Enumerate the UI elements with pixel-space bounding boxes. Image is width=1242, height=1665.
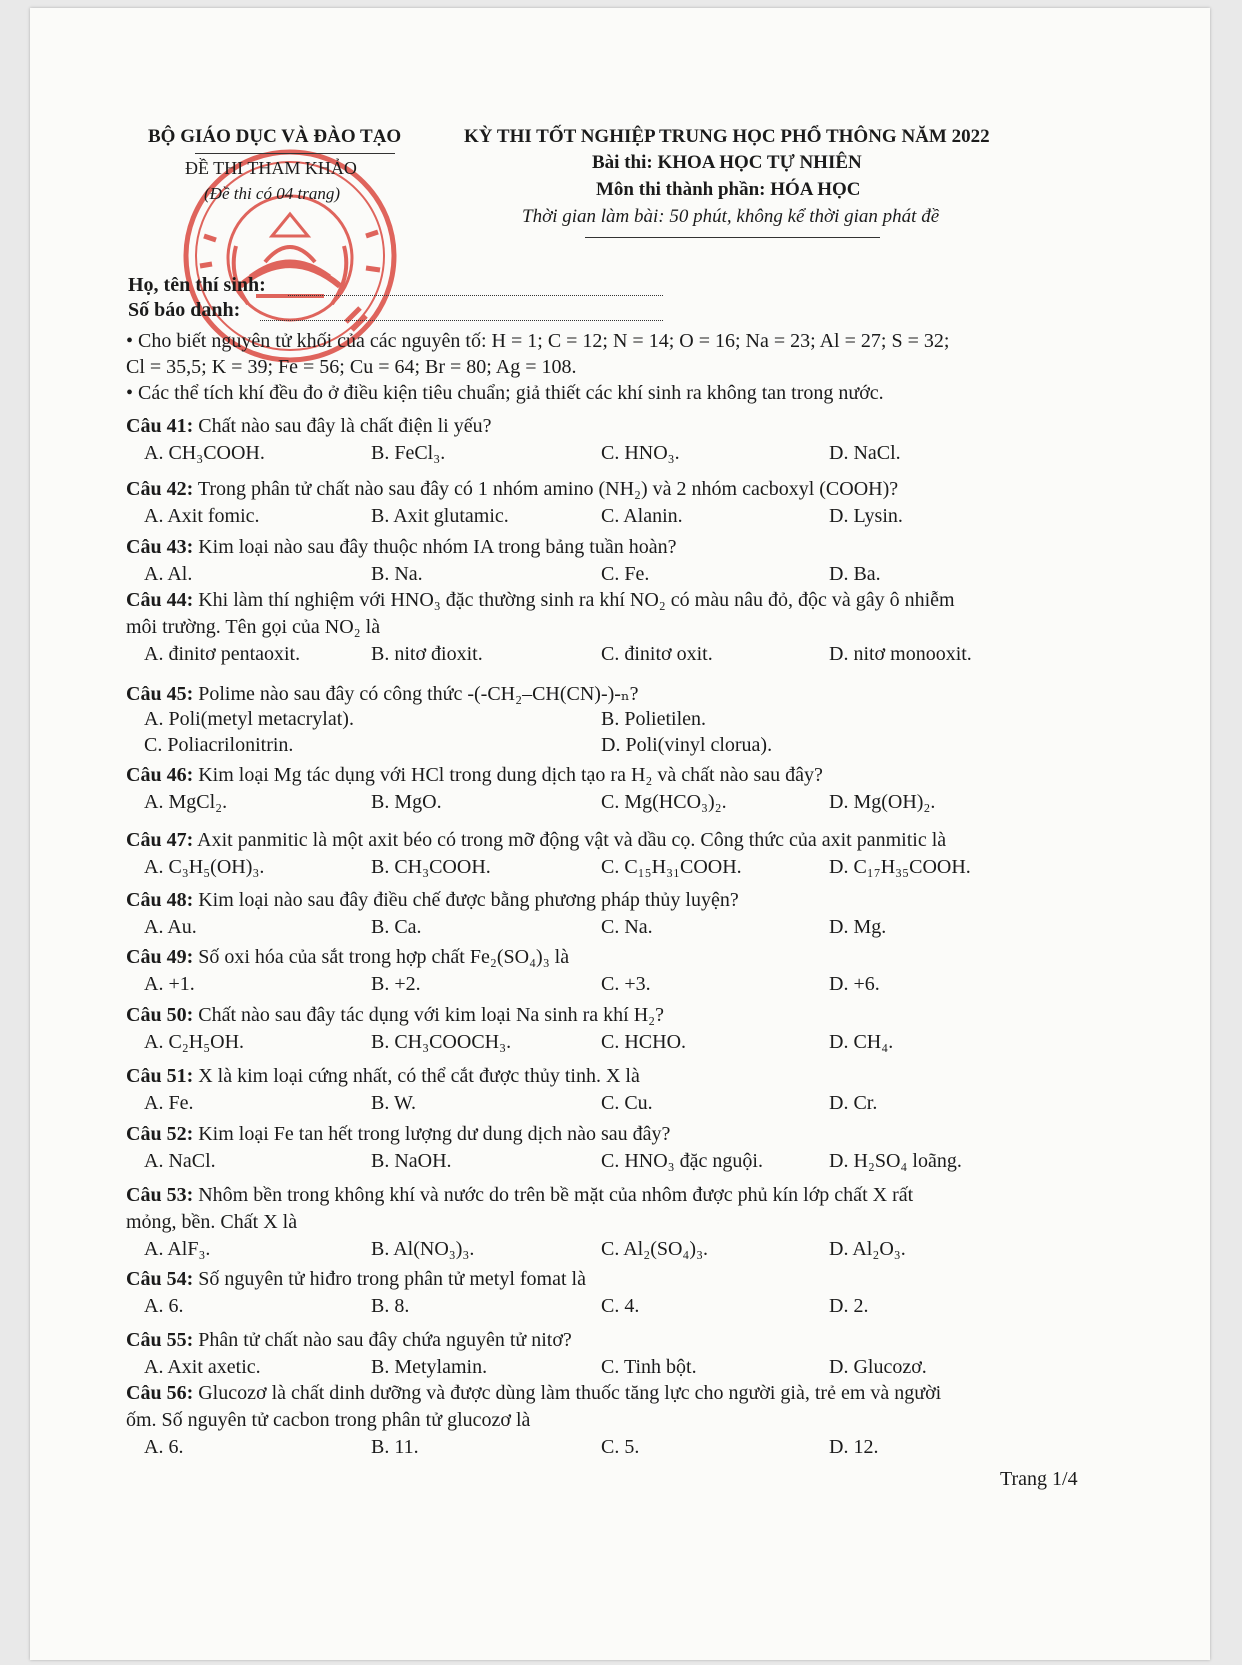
candidate-name-line bbox=[288, 295, 663, 296]
answer-option-b[interactable]: B. W. bbox=[371, 1092, 417, 1114]
answer-option-b[interactable]: B. 8. bbox=[371, 1295, 410, 1317]
candidate-name-label: Họ, tên thí sinh: bbox=[128, 274, 266, 296]
answer-option-b[interactable]: B. MgO. bbox=[371, 791, 442, 813]
question-number: Câu 52: bbox=[126, 1123, 194, 1145]
question-stem bbox=[126, 1004, 664, 1027]
answer-option-c[interactable]: C. +3. bbox=[601, 973, 651, 995]
question-number: Câu 51: bbox=[126, 1065, 194, 1087]
answer-option-d[interactable]: D. Lysin. bbox=[829, 505, 903, 527]
question-text: Kim loại Mg tác dụng với HCl trong dung dịch tạo ra H₂ và chất nào sau đây? bbox=[198, 764, 823, 786]
answer-option-a[interactable]: A. Axit axetic. bbox=[144, 1356, 261, 1378]
ministry-name: BỘ GIÁO DỤC VÀ ĐÀO TẠO bbox=[148, 126, 402, 147]
question-stem bbox=[126, 589, 955, 612]
answer-option-c[interactable]: C. Mg(HCO₃)₂. bbox=[601, 791, 727, 813]
question-text: X là kim loại cứng nhất, có thể cắt được thủy tinh. X là bbox=[198, 1065, 640, 1087]
answer-option-a[interactable]: A. 6. bbox=[144, 1436, 184, 1458]
question-number: Câu 55: bbox=[126, 1329, 194, 1351]
answer-option-d[interactable]: D. Glucozơ. bbox=[829, 1356, 927, 1378]
answer-option-c[interactable]: C. 5. bbox=[601, 1436, 640, 1458]
question-stem bbox=[126, 946, 569, 969]
answer-option-c[interactable]: C. Fe. bbox=[601, 563, 650, 585]
question-stem bbox=[126, 829, 946, 852]
subject-group: Bài thi: KHOA HỌC TỰ NHIÊN bbox=[592, 152, 862, 173]
answer-option-a[interactable]: A. Al. bbox=[144, 563, 193, 585]
question-text: Kim loại nào sau đây thuộc nhóm IA trong bảng tuần hoàn? bbox=[198, 536, 677, 558]
question-text: Chất nào sau đây tác dụng với kim loại Na sinh ra khí H₂? bbox=[198, 1004, 665, 1026]
answer-option-c[interactable]: C. Tinh bột. bbox=[601, 1356, 697, 1378]
answer-option-d[interactable]: D. Mg(OH)₂. bbox=[829, 791, 936, 813]
question-number: Câu 48: bbox=[126, 889, 194, 911]
question-number: Câu 43: bbox=[126, 536, 194, 558]
question-stem bbox=[126, 889, 739, 912]
answer-option-d[interactable]: D. +6. bbox=[829, 973, 880, 995]
answer-option-a[interactable]: A. Poli(metyl metacrylat). bbox=[144, 708, 354, 730]
question-text: Kim loại Fe tan hết trong lượng dư dung dịch nào sau đây? bbox=[198, 1123, 671, 1145]
candidate-id-label: Số báo danh: bbox=[128, 299, 241, 321]
answer-option-b[interactable]: B. Na. bbox=[371, 563, 423, 585]
answer-option-d[interactable]: D. 2. bbox=[829, 1295, 869, 1317]
question-text: mỏng, bền. Chất X là bbox=[126, 1211, 298, 1233]
answer-option-b[interactable]: B. NaOH. bbox=[371, 1150, 452, 1172]
question-number: Câu 49: bbox=[126, 946, 194, 968]
subject-name: Môn thi thành phần: HÓA HỌC bbox=[596, 179, 861, 200]
answer-option-d[interactable]: D. CH₄. bbox=[829, 1031, 894, 1053]
answer-option-b[interactable]: B. +2. bbox=[371, 973, 421, 995]
answer-option-a[interactable]: A. CH₃COOH. bbox=[144, 442, 265, 464]
question-number: Câu 54: bbox=[126, 1268, 194, 1290]
answer-option-d[interactable]: D. nitơ monooxit. bbox=[829, 643, 972, 665]
atomic-mass-note-cont: Cl = 35,5; K = 39; Fe = 56; Cu = 64; Br = 80; Ag = 108. bbox=[126, 356, 577, 378]
question-text: Số oxi hóa của sắt trong hợp chất Fe₂(SO₄)₃ là bbox=[198, 946, 570, 968]
exam-page bbox=[30, 8, 1210, 1660]
question-stem bbox=[126, 764, 823, 787]
answer-option-d[interactable]: D. Al₂O₃. bbox=[829, 1238, 906, 1260]
answer-option-d[interactable]: D. Cr. bbox=[829, 1092, 878, 1114]
question-stem bbox=[126, 1065, 640, 1088]
question-stem-cont bbox=[126, 1409, 530, 1432]
answer-option-b[interactable]: B. FeCl₃. bbox=[371, 442, 446, 464]
answer-option-a[interactable]: A. Au. bbox=[144, 916, 197, 938]
question-stem-cont bbox=[126, 1211, 297, 1234]
answer-option-b[interactable]: B. 11. bbox=[371, 1436, 419, 1458]
answer-option-a[interactable]: A. đinitơ pentaoxit. bbox=[144, 643, 301, 665]
answer-option-d[interactable]: D. 12. bbox=[829, 1436, 879, 1458]
answer-option-d[interactable]: D. Poli(vinyl clorua). bbox=[601, 734, 773, 756]
question-stem bbox=[126, 415, 491, 438]
answer-option-b[interactable]: B. Axit glutamic. bbox=[371, 505, 509, 527]
question-number: Câu 50: bbox=[126, 1004, 194, 1026]
answer-option-c[interactable]: C. HCHO. bbox=[601, 1031, 687, 1053]
question-text: Nhôm bền trong không khí và nước do trên bề mặt của nhôm được phủ kín lớp chất X rất bbox=[198, 1184, 914, 1206]
question-number: Câu 56: bbox=[126, 1382, 194, 1404]
question-stem bbox=[126, 681, 638, 706]
answer-option-d[interactable]: D. C₁₇H₃₅COOH. bbox=[829, 856, 971, 878]
answer-option-b[interactable]: B. nitơ đioxit. bbox=[371, 643, 483, 665]
answer-option-b[interactable]: B. CH₃COOCH₃. bbox=[371, 1031, 512, 1053]
question-stem bbox=[126, 478, 898, 501]
answer-option-a[interactable]: A. NaCl. bbox=[144, 1150, 216, 1172]
answer-option-b[interactable]: B. Al(NO₃)₃. bbox=[371, 1238, 475, 1260]
question-text: Kim loại nào sau đây điều chế được bằng phương pháp thủy luyện? bbox=[198, 889, 739, 911]
question-text: Polime nào sau đây có công thức -(-CH₂–CH(CN)-)-ₙ? bbox=[198, 683, 639, 705]
exam-title: KỲ THI TỐT NGHIỆP TRUNG HỌC PHỔ THÔNG NĂM 2022 bbox=[464, 126, 990, 147]
ministry-underline bbox=[195, 153, 395, 154]
answer-option-c[interactable]: C. Alanin. bbox=[601, 505, 683, 527]
answer-option-c[interactable]: C. HNO₃ đặc nguội. bbox=[601, 1150, 763, 1172]
title-underline bbox=[585, 237, 880, 238]
exam-duration: Thời gian làm bài: 50 phút, không kể thời gian phát đề bbox=[522, 206, 940, 227]
page-number: Trang 1/4 bbox=[1000, 1468, 1078, 1490]
question-number: Câu 41: bbox=[126, 415, 194, 437]
answer-option-a[interactable]: A. Axit fomic. bbox=[144, 505, 260, 527]
answer-option-c[interactable]: C. C₁₅H₃₁COOH. bbox=[601, 856, 742, 878]
question-text: Phân tử chất nào sau đây chứa nguyên tử nitơ? bbox=[198, 1329, 572, 1351]
question-number: Câu 44: bbox=[126, 589, 194, 611]
answer-option-a[interactable]: A. MgCl₂. bbox=[144, 791, 228, 813]
answer-option-b[interactable]: B. CH₃COOH. bbox=[371, 856, 491, 878]
question-stem-cont bbox=[126, 616, 380, 639]
answer-option-c[interactable]: C. 4. bbox=[601, 1295, 640, 1317]
question-text: Số nguyên tử hiđro trong phân tử metyl fomat là bbox=[198, 1268, 586, 1290]
answer-option-c[interactable]: C. Al₂(SO₄)₃. bbox=[601, 1238, 709, 1260]
question-number: Câu 53: bbox=[126, 1184, 194, 1206]
answer-option-b[interactable]: B. Ca. bbox=[371, 916, 422, 938]
question-text: Axit panmitic là một axit béo có trong mỡ động vật và dầu cọ. Công thức của axit panmitic là bbox=[197, 829, 947, 851]
exam-type: ĐỀ THI THAM KHẢO bbox=[185, 158, 357, 178]
question-stem bbox=[126, 1329, 572, 1352]
question-text: ốm. Số nguyên tử cacbon trong phân tử glucozơ là bbox=[126, 1409, 531, 1431]
answer-option-a[interactable]: A. 6. bbox=[144, 1295, 184, 1317]
question-stem bbox=[126, 1184, 913, 1207]
answer-option-c[interactable]: C. HNO₃. bbox=[601, 442, 680, 464]
answer-option-a[interactable]: A. C₃H₅(OH)₃. bbox=[144, 856, 265, 878]
candidate-id-line bbox=[260, 320, 663, 321]
answer-option-c[interactable]: C. Na. bbox=[601, 916, 653, 938]
question-stem bbox=[126, 536, 676, 559]
answer-option-a[interactable]: A. +1. bbox=[144, 973, 195, 995]
question-text: Chất nào sau đây là chất điện li yếu? bbox=[198, 415, 492, 437]
answer-option-c[interactable]: C. Poliacrilonitrin. bbox=[144, 734, 294, 756]
question-text: Glucozơ là chất dinh dưỡng và được dùng làm thuốc tăng lực cho người già, trẻ em và người bbox=[198, 1382, 942, 1404]
question-number: Câu 45: bbox=[126, 683, 194, 705]
answer-option-b[interactable]: B. Metylamin. bbox=[371, 1356, 488, 1378]
answer-option-a[interactable]: A. C₂H₅OH. bbox=[144, 1031, 245, 1053]
atomic-mass-note: • Cho biết nguyên tử khối của các nguyên tố: H = 1; C = 12; N = 14; O = 16; Na = 23; Al = 27; S = 32; bbox=[126, 330, 950, 352]
question-stem bbox=[126, 1123, 670, 1146]
question-text: Trong phân tử chất nào sau đây có 1 nhóm amino (NH₂) và 2 nhóm cacboxyl (COOH)? bbox=[197, 478, 899, 500]
question-number: Câu 46: bbox=[126, 764, 194, 786]
question-stem bbox=[126, 1268, 586, 1291]
answer-option-d[interactable]: D. Mg. bbox=[829, 916, 887, 938]
question-text: môi trường. Tên gọi của NO₂ là bbox=[126, 616, 381, 638]
answer-option-c[interactable]: C. Cu. bbox=[601, 1092, 653, 1114]
answer-option-b[interactable]: B. Polietilen. bbox=[601, 708, 706, 730]
answer-option-d[interactable]: D. NaCl. bbox=[829, 442, 901, 464]
question-number: Câu 47: bbox=[126, 829, 194, 851]
answer-option-c[interactable]: C. đinitơ oxit. bbox=[601, 643, 713, 665]
answer-option-a[interactable]: A. Fe. bbox=[144, 1092, 194, 1114]
gas-conditions-note: • Các thể tích khí đều đo ở điều kiện tiêu chuẩn; giả thiết các khí sinh ra không tan trong nước. bbox=[126, 382, 884, 404]
page-count-note: (Đề thi có 04 trang) bbox=[204, 184, 340, 203]
question-text: Khi làm thí nghiệm với HNO₃ đặc thường sinh ra khí NO₂ có màu nâu đỏ, độc và gây ô nhiễm bbox=[198, 589, 955, 611]
answer-option-d[interactable]: D. Ba. bbox=[829, 563, 881, 585]
answer-option-d[interactable]: D. H₂SO₄ loãng. bbox=[829, 1150, 962, 1172]
question-number: Câu 42: bbox=[126, 478, 194, 500]
answer-option-a[interactable]: A. AlF₃. bbox=[144, 1238, 211, 1260]
question-stem bbox=[126, 1382, 941, 1405]
